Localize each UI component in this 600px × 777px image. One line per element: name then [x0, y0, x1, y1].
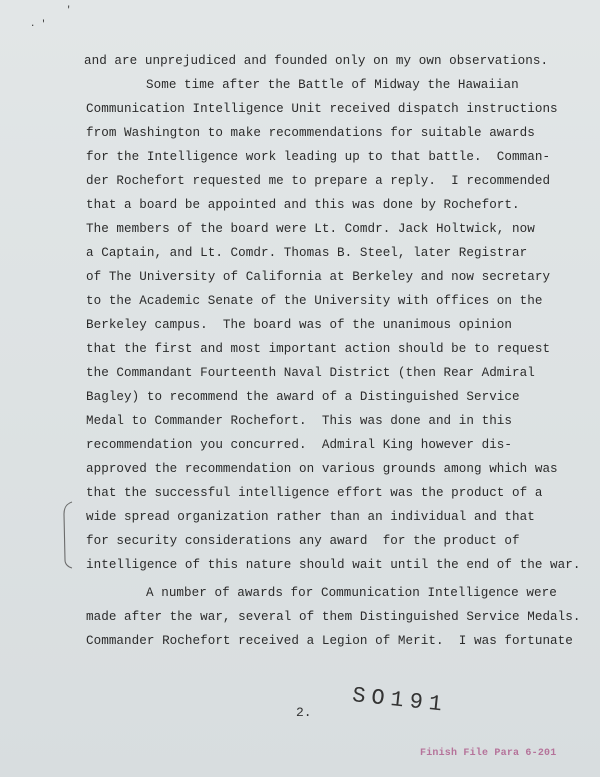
- text-line: Bagley) to recommend the award of a Distinguished Service: [86, 390, 520, 404]
- text-line: recommendation you concurred. Admiral King however dis-: [86, 438, 513, 452]
- text-line: that the first and most important action should be to request: [86, 342, 551, 356]
- text-line: Berkeley campus. The board was of the unanimous opinion: [86, 318, 513, 332]
- file-stamp: Finish File Para 6-201: [420, 748, 557, 759]
- text-line: Commander Rochefort received a Legion of Merit. I was fortunate: [86, 634, 573, 648]
- text-line: that the successful intelligence effort was the product of a: [86, 486, 543, 500]
- document-number-stamp: SO191: [350, 683, 450, 718]
- text-line: a Captain, and Lt. Comdr. Thomas B. Steel, later Registrar: [86, 246, 528, 260]
- text-line: wide spread organization rather than an individual and that: [86, 510, 535, 524]
- text-line: and are unprejudiced and founded only on my own observations.: [84, 54, 549, 68]
- text-line: The members of the board were Lt. Comdr. Jack Holtwick, now: [86, 222, 535, 236]
- text-line: for the Intelligence work leading up to that battle. Comman-: [86, 150, 551, 164]
- text-line: the Commandant Fourteenth Naval District (then Rear Admiral: [86, 366, 535, 380]
- margin-bracket-mark: [60, 500, 74, 570]
- stray-mark: ': [66, 5, 72, 15]
- text-line: made after the war, several of them Distinguished Service Medals.: [86, 610, 581, 624]
- text-line: that a board be appointed and this was done by Rochefort.: [86, 198, 520, 212]
- text-line: intelligence of this nature should wait until the end of the war.: [86, 558, 581, 572]
- text-line: Medal to Commander Rochefort. This was done and in this: [86, 414, 513, 428]
- text-line: Some time after the Battle of Midway the Hawaiian: [146, 78, 519, 92]
- text-line: of The University of California at Berkeley and now secretary: [86, 270, 551, 284]
- text-line: der Rochefort requested me to prepare a reply. I recommended: [86, 174, 551, 188]
- text-line: approved the recommendation on various grounds among which was: [86, 462, 558, 476]
- text-line: from Washington to make recommendations for suitable awards: [86, 126, 535, 140]
- page-number: 2.: [296, 705, 312, 720]
- text-line: for security considerations any award for the product of: [86, 534, 520, 548]
- text-line: Communication Intelligence Unit received dispatch instructions: [86, 102, 558, 116]
- text-line: A number of awards for Communication Intelligence were: [146, 586, 557, 600]
- text-line: to the Academic Senate of the University with offices on the: [86, 294, 543, 308]
- stray-mark: . ': [30, 19, 47, 29]
